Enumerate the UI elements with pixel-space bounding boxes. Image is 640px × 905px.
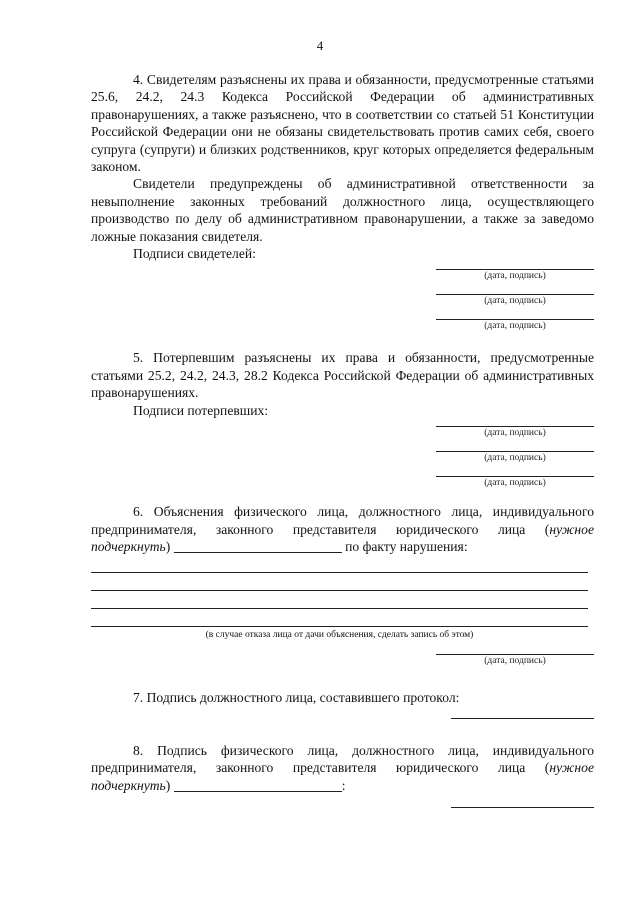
underline-needed-note: нужное подчеркнуть <box>91 521 594 554</box>
witness-rights-paragraph: 4. Свидетелям разъяснены их права и обязанности, предусмотренные статьями 25.6, 24.2, 24.3 Кодекса Российской Федерации об административных правонарушениях, а также разъяснено, что в соответствии со статьей 51 Конституции Российской Федерации они не обязаны свидетельствовать против самих себя, своего супруга (супруги) и близких родственников, круг которых определяется федеральным законом. <box>91 72 594 175</box>
page-number: 4 <box>316 38 324 53</box>
witness-signatures <box>91 268 594 332</box>
underline-needed-note: нужное подчеркнуть <box>91 760 594 793</box>
explanation-line[interactable] <box>91 573 588 591</box>
explanation-signature-caption: (дата, подпись) <box>484 656 546 667</box>
witness-warning-paragraph: Свидетели предупреждены об административной ответственности за невыполнение законных требований должностного лица, осуществляющего производство по делу об административном правонарушении, а также за заведомо ложные показания свидетеля. <box>91 176 594 244</box>
person-signature-text: 8. Подпись физического лица, должностного лица, индивидуального предпринимателя, законного представителя юридического лица ( <box>91 742 594 776</box>
official-signature-line[interactable] <box>451 717 594 719</box>
explanations-paragraph <box>91 503 594 555</box>
victim-signatures-label: Подписи потерпевших: <box>133 402 269 418</box>
victim-signature-caption: (дата, подпись) <box>484 453 546 464</box>
explanation-line[interactable] <box>91 591 588 609</box>
closing-paren: ) <box>165 777 171 793</box>
witness-signature-caption: (дата, подпись) <box>484 271 546 282</box>
protocol-page-content <box>91 71 594 808</box>
closing-paren: ) <box>165 538 171 554</box>
victim-signature-caption: (дата, подпись) <box>484 428 546 439</box>
victim-signatures <box>91 425 594 489</box>
witness-signatures-label: Подписи свидетелей: <box>133 246 256 262</box>
person-signature-line[interactable] <box>451 806 594 808</box>
explanation-line[interactable] <box>91 609 588 627</box>
explanation-line[interactable] <box>91 555 588 573</box>
witness-signature-caption: (дата, подпись) <box>484 296 546 307</box>
witness-signature-caption: (дата, подпись) <box>484 321 546 332</box>
explanations-text: 6. Объяснения физического лица, должностного лица, индивидуального предпринимателя, законного представителя юридического лица ( <box>91 504 594 537</box>
official-signature-paragraph: 7. Подпись должностного лица, составившего протокол: <box>133 690 460 706</box>
person-subject-field[interactable] <box>174 779 342 792</box>
colon: : <box>341 777 346 793</box>
explanation-subject-field[interactable] <box>174 540 342 553</box>
victim-signature-caption: (дата, подпись) <box>484 478 546 489</box>
explanations-end-text: по факту нарушения: <box>345 538 468 554</box>
refusal-note: (в случае отказа лица от дачи объяснения, сделать запись об этом) <box>205 630 474 641</box>
victim-rights-paragraph: 5. Потерпевшим разъяснены их права и обязанности, предусмотренные статьями 25.2, 24.2, 24.3, 28.2 Кодекса Российской Федерации об административных правонарушениях. <box>91 350 594 401</box>
person-signature-paragraph <box>91 742 594 794</box>
